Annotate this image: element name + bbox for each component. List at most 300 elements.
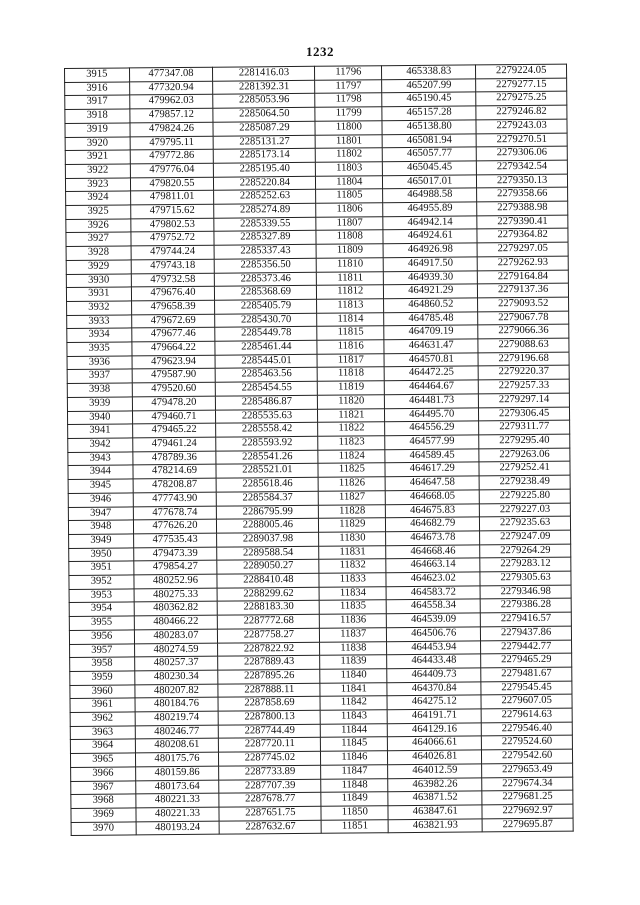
table-cell: 2279196.68	[478, 352, 569, 366]
table-cell: 480274.59	[134, 643, 218, 657]
table-cell: 479802.53	[130, 218, 214, 232]
table-cell: 2279238.49	[479, 475, 570, 489]
table-cell: 11815	[317, 326, 384, 340]
table-cell: 479962.03	[129, 95, 213, 109]
table-cell: 2285461.44	[215, 340, 317, 355]
table-cell: 2288410.48	[217, 573, 319, 588]
table-cell: 11835	[320, 600, 387, 614]
table-cell: 2279088.63	[478, 338, 569, 352]
table-cell: 464709.19	[384, 325, 478, 340]
table-cell: 2287895.26	[218, 669, 320, 684]
table-cell: 479743.18	[131, 259, 215, 273]
table-cell: 3949	[69, 534, 134, 548]
table-cell: 464539.09	[387, 613, 481, 628]
table-cell: 2285521.01	[216, 464, 318, 479]
table-cell: 2285618.46	[217, 477, 319, 492]
table-cell: 464631.47	[384, 339, 478, 354]
table-cell: 2279275.25	[476, 92, 567, 106]
table-cell: 463821.93	[388, 819, 482, 834]
table-cell: 3951	[69, 561, 134, 575]
table-cell: 2279283.12	[480, 557, 571, 571]
table-cell: 2279386.28	[480, 599, 571, 613]
table-cell: 464942.14	[383, 216, 477, 231]
table-cell: 2279350.13	[477, 174, 568, 188]
table-cell: 2279264.29	[480, 544, 571, 558]
table-cell: 479460.71	[132, 410, 216, 424]
table-cell: 11818	[318, 367, 385, 381]
table-cell: 11836	[320, 614, 387, 628]
table-cell: 464506.76	[387, 627, 481, 642]
table-cell: 464370.84	[387, 682, 481, 697]
table-cell: 3926	[66, 219, 131, 233]
table-cell: 464785.48	[384, 312, 478, 327]
table-cell: 2285356.50	[215, 258, 317, 273]
table-cell: 11816	[317, 340, 384, 354]
table-cell: 2285593.92	[216, 436, 318, 451]
table-cell: 464623.02	[386, 572, 480, 587]
table-cell: 2287707.39	[219, 779, 321, 794]
table-cell: 477678.74	[133, 506, 217, 520]
table-cell: 3920	[65, 136, 130, 150]
table-cell: 480221.33	[136, 807, 220, 821]
table-cell: 2279252.41	[479, 461, 570, 475]
table-cell: 2279305.63	[480, 571, 571, 585]
table-cell: 478789.36	[132, 451, 216, 465]
table-cell: 480252.96	[134, 574, 218, 588]
table-cell: 11798	[315, 93, 382, 107]
table-cell: 480175.76	[135, 752, 219, 766]
table-cell: 2288299.62	[217, 587, 319, 602]
table-cell: 3955	[69, 616, 134, 630]
table-cell: 2285087.29	[213, 121, 315, 136]
table-cell: 2279542.60	[482, 749, 573, 763]
table-cell: 11820	[318, 395, 385, 409]
table-cell: 2285195.40	[214, 162, 316, 177]
table-cell: 2279342.54	[477, 160, 568, 174]
table-cell: 3970	[71, 822, 136, 836]
table-cell: 3925	[66, 205, 131, 219]
table-cell: 464589.45	[385, 449, 479, 464]
table-cell: 2285339.55	[214, 217, 316, 232]
table-cell: 11819	[318, 381, 385, 395]
table-cell: 464668.46	[386, 544, 480, 559]
table-cell: 2287800.13	[219, 710, 321, 725]
table-cell: 464955.89	[383, 202, 477, 217]
table-cell: 2279607.05	[481, 694, 572, 708]
table-cell: 464191.71	[387, 709, 481, 724]
table-cell: 11822	[318, 422, 385, 436]
table-cell: 11841	[320, 682, 387, 696]
table-cell: 2279247.09	[480, 530, 571, 544]
table-cell: 2285445.01	[215, 354, 317, 369]
table-cell: 2279220.37	[478, 366, 569, 380]
table-cell: 3958	[70, 657, 135, 671]
coordinates-table-container	[64, 64, 574, 837]
table-cell: 2279297.05	[477, 242, 568, 256]
table-cell: 3968	[71, 794, 136, 808]
table-cell: 3936	[67, 356, 132, 370]
table-cell: 2279225.80	[479, 489, 570, 503]
table-cell: 11806	[316, 203, 383, 217]
table-cell: 3950	[69, 548, 134, 562]
table-cell: 479672.69	[131, 314, 215, 328]
table-cell: 2285486.87	[216, 395, 318, 410]
table-cell: 480257.37	[134, 656, 218, 670]
table-cell: 11846	[321, 751, 388, 765]
table-cell: 464026.81	[388, 750, 482, 765]
table-cell: 480159.86	[135, 766, 219, 780]
table-cell: 2287772.68	[218, 614, 320, 629]
table-cell: 480362.82	[134, 602, 218, 616]
table-cell: 2285327.89	[214, 231, 316, 246]
table-cell: 3928	[66, 246, 131, 260]
table-cell: 479677.46	[131, 328, 215, 342]
table-cell: 465338.83	[382, 65, 476, 80]
table-cell: 479820.55	[130, 177, 214, 191]
table-cell: 11843	[321, 710, 388, 724]
table-cell: 479587.90	[132, 369, 216, 383]
table-cell: 2279653.49	[482, 763, 573, 777]
table-cell: 3923	[65, 178, 130, 192]
table-cell: 11800	[315, 121, 382, 135]
table-cell: 480219.74	[135, 711, 219, 725]
table-cell: 2279481.67	[481, 667, 572, 681]
table-cell: 477320.94	[129, 81, 213, 95]
table-cell: 3959	[70, 671, 135, 685]
table-cell: 479676.40	[131, 286, 215, 300]
table-cell: 3941	[68, 424, 133, 438]
table-cell: 11839	[320, 655, 387, 669]
table-cell: 11849	[321, 792, 388, 806]
table-cell: 3918	[65, 109, 130, 123]
table-cell: 3933	[67, 315, 132, 329]
table-cell: 464472.25	[384, 366, 478, 381]
table-cell: 2285064.50	[213, 107, 315, 122]
table-cell: 3916	[65, 82, 130, 96]
table-cell: 2289050.27	[217, 560, 319, 575]
table-cell: 2287651.75	[219, 806, 321, 821]
table-cell: 11842	[320, 696, 387, 710]
table-cell: 2287889.43	[218, 656, 320, 671]
table-cell: 2279306.06	[477, 146, 568, 160]
table-cell: 2287758.27	[218, 628, 320, 643]
table-cell: 479752.72	[131, 232, 215, 246]
table-cell: 2279390.41	[477, 215, 568, 229]
table-cell: 479473.39	[133, 547, 217, 561]
table-cell: 479715.62	[130, 204, 214, 218]
table-cell: 2279246.82	[476, 105, 567, 119]
table-cell: 477743.90	[133, 492, 217, 506]
table-cell: 11821	[318, 408, 385, 422]
table-cell: 480173.64	[135, 780, 219, 794]
table-cell: 2287858.69	[218, 697, 320, 712]
table-cell: 11838	[320, 641, 387, 655]
table-cell: 2279364.82	[477, 229, 568, 243]
table-cell: 3915	[65, 68, 130, 82]
table-cell: 464409.73	[387, 668, 481, 683]
table-cell: 2285541.26	[216, 450, 318, 465]
table-cell: 11824	[318, 449, 385, 463]
table-cell: 11825	[318, 463, 385, 477]
table-cell: 11826	[318, 477, 385, 491]
table-cell: 3934	[67, 328, 132, 342]
table-cell: 3953	[69, 589, 134, 603]
table-cell: 3939	[67, 397, 132, 411]
table-cell: 2287678.77	[219, 793, 321, 808]
table-cell: 3957	[70, 643, 135, 657]
table-cell: 464668.05	[385, 490, 479, 505]
table-cell: 2279695.87	[482, 818, 573, 832]
table-cell: 479664.22	[131, 341, 215, 355]
table-cell: 3956	[69, 630, 134, 644]
table-cell: 3921	[65, 150, 130, 164]
table-cell: 3940	[67, 410, 132, 424]
table-cell: 11829	[319, 518, 386, 532]
table-cell: 2279262.93	[477, 256, 568, 270]
table-cell: 464988.58	[383, 188, 477, 203]
table-cell: 11848	[321, 778, 388, 792]
table-cell: 464577.99	[385, 435, 479, 450]
table-cell: 2286795.99	[217, 505, 319, 520]
table-cell: 2285373.46	[215, 272, 317, 287]
table-cell: 3942	[68, 438, 133, 452]
table-cell: 2285252.63	[214, 190, 316, 205]
table-cell: 2279388.98	[477, 201, 568, 215]
table-cell: 2279066.36	[478, 324, 569, 338]
table-cell: 2287632.67	[219, 820, 321, 835]
table-cell: 464495.70	[385, 407, 479, 422]
table-cell: 2287888.11	[218, 683, 320, 698]
table-cell: 480275.33	[134, 588, 218, 602]
table-cell: 464617.29	[385, 462, 479, 477]
table-cell: 479623.94	[132, 355, 216, 369]
table-cell: 2285173.14	[214, 149, 316, 164]
table-cell: 11803	[316, 162, 383, 176]
table-cell: 464673.78	[386, 531, 480, 546]
table-cell: 2279257.33	[479, 379, 570, 393]
table-cell: 2285584.37	[217, 491, 319, 506]
table-cell: 3919	[65, 123, 130, 137]
table-cell: 465045.45	[383, 161, 477, 176]
table-cell: 464066.61	[388, 736, 482, 751]
table-cell: 480246.77	[135, 725, 219, 739]
table-cell: 2285454.55	[216, 381, 318, 396]
table-cell: 11801	[315, 134, 382, 148]
table-cell: 464917.50	[383, 257, 477, 272]
table-cell: 2279614.63	[481, 708, 572, 722]
table-cell: 2285131.27	[214, 135, 316, 150]
table-cell: 478208.87	[133, 478, 217, 492]
table-cell: 3952	[69, 575, 134, 589]
table-cell: 2285463.56	[216, 368, 318, 383]
table-cell: 3969	[71, 808, 136, 822]
table-cell: 464675.83	[386, 503, 480, 518]
table-cell: 465190.45	[382, 92, 476, 107]
table-cell: 464921.29	[384, 284, 478, 299]
table-cell: 480193.24	[136, 821, 220, 835]
table-cell: 480221.33	[135, 793, 219, 807]
table-cell: 11833	[319, 573, 386, 587]
table-cell: 2279465.29	[481, 653, 572, 667]
table-cell: 2289588.54	[217, 546, 319, 561]
table-cell: 11817	[317, 353, 384, 367]
table-cell: 464464.67	[384, 380, 478, 395]
table-cell: 465207.99	[382, 79, 476, 94]
table-cell: 11844	[321, 723, 388, 737]
table-cell: 2285430.70	[215, 313, 317, 328]
table-cell: 2279681.25	[482, 790, 573, 804]
table-cell: 11847	[321, 765, 388, 779]
table-cell: 2279227.03	[480, 503, 571, 517]
table-cell: 2289037.98	[217, 532, 319, 547]
table-cell: 11828	[319, 504, 386, 518]
table-cell: 11799	[315, 107, 382, 121]
table-cell: 2279297.14	[479, 393, 570, 407]
table-cell: 3960	[70, 685, 135, 699]
table-cell: 480283.07	[134, 629, 218, 643]
table-cell: 2279442.77	[481, 640, 572, 654]
table-cell: 464924.61	[383, 229, 477, 244]
table-cell: 3943	[68, 452, 133, 466]
table-cell: 2287733.89	[219, 765, 321, 780]
table-cell: 464583.72	[386, 586, 480, 601]
table-cell: 11804	[316, 175, 383, 189]
table-cell: 11807	[316, 216, 383, 230]
table-cell: 464012.59	[388, 764, 482, 779]
page-number: 1232	[306, 44, 334, 59]
table-cell: 11837	[320, 628, 387, 642]
table-cell: 2288183.30	[218, 601, 320, 616]
table-cell: 2285405.79	[215, 299, 317, 314]
table-cell: 2279067.78	[478, 311, 569, 325]
table-cell: 464647.58	[385, 476, 479, 491]
table-cell: 479658.39	[131, 300, 215, 314]
table-cell: 3938	[67, 383, 132, 397]
table-cell: 11802	[316, 148, 383, 162]
table-cell: 463871.52	[388, 791, 482, 806]
table-cell: 2279137.36	[478, 283, 569, 297]
table-cell: 464860.52	[384, 298, 478, 313]
table-cell: 2281416.03	[213, 66, 315, 81]
table-cell: 11840	[320, 669, 387, 683]
table-cell: 2287822.92	[218, 642, 320, 657]
table-cell: 2285558.42	[216, 423, 318, 438]
table-cell: 11812	[317, 285, 384, 299]
table-cell: 2279093.52	[478, 297, 569, 311]
table-cell: 480466.22	[134, 615, 218, 629]
table-cell: 479854.27	[133, 560, 217, 574]
table-cell: 2279674.34	[482, 777, 573, 791]
table-cell: 479744.24	[131, 245, 215, 259]
table-cell: 464481.73	[385, 394, 479, 409]
table-cell: 11814	[317, 312, 384, 326]
table-cell: 479461.24	[132, 437, 216, 451]
table-cell: 477626.20	[133, 519, 217, 533]
table-cell: 11831	[319, 545, 386, 559]
table-cell: 11823	[318, 436, 385, 450]
table-cell: 11827	[319, 491, 386, 505]
coordinates-table	[64, 64, 574, 837]
table-cell: 2279164.84	[478, 270, 569, 284]
table-cell: 3945	[68, 479, 133, 493]
table-cell: 2285220.84	[214, 176, 316, 191]
table-cell: 11809	[316, 244, 383, 258]
table-cell: 3954	[69, 602, 134, 616]
table-cell: 2285535.63	[216, 409, 318, 424]
table-cell: 2279546.40	[482, 722, 573, 736]
table-cell: 11830	[319, 532, 386, 546]
table-cell: 2287720.11	[219, 738, 321, 753]
table-cell: 479857.12	[129, 108, 213, 122]
table-cell: 3931	[66, 287, 131, 301]
table-cell: 11832	[319, 559, 386, 573]
table-cell: 2279270.51	[476, 133, 567, 147]
table-cell: 477347.08	[129, 67, 213, 81]
table-cell: 3924	[66, 191, 131, 205]
table-cell: 3922	[65, 164, 130, 178]
table-cell: 11796	[315, 66, 382, 80]
table-cell: 464453.94	[387, 640, 481, 655]
table-cell: 2279346.98	[480, 585, 571, 599]
table-cell: 3935	[67, 342, 132, 356]
table-cell: 3966	[71, 767, 136, 781]
table-cell: 479465.22	[132, 423, 216, 437]
table-cell: 11813	[317, 299, 384, 313]
table-cell: 2279306.45	[479, 407, 570, 421]
table-cell: 464275.12	[387, 695, 481, 710]
table-cell: 2279243.03	[476, 119, 567, 133]
table-cell: 465138.80	[382, 120, 476, 135]
table-cell: 11845	[321, 737, 388, 751]
table-cell: 3929	[66, 260, 131, 274]
table-cell: 2279437.86	[481, 626, 572, 640]
table-cell: 480207.82	[134, 684, 218, 698]
table-cell: 11808	[316, 230, 383, 244]
table-cell: 2279524.60	[482, 736, 573, 750]
table-cell: 3927	[66, 232, 131, 246]
table-cell: 464682.79	[386, 517, 480, 532]
table-cell: 3917	[65, 95, 130, 109]
table-cell: 11797	[315, 79, 382, 93]
table-cell: 11805	[316, 189, 383, 203]
table-cell: 479478.20	[132, 396, 216, 410]
table-cell: 3932	[67, 301, 132, 315]
table-cell: 11851	[321, 819, 388, 833]
table-cell: 3964	[70, 739, 135, 753]
table-cell: 3963	[70, 726, 135, 740]
table-cell: 477535.43	[133, 533, 217, 547]
table-cell: 2279358.66	[477, 187, 568, 201]
table-cell: 479795.11	[130, 136, 214, 150]
table-cell: 11810	[317, 258, 384, 272]
table-cell: 479732.58	[131, 273, 215, 287]
table-cell: 479824.26	[130, 122, 214, 136]
table-cell: 465057.77	[382, 147, 476, 162]
table-cell: 3967	[71, 780, 136, 794]
table-cell: 2279311.77	[479, 420, 570, 434]
table-cell: 464556.29	[385, 421, 479, 436]
table-cell: 2285274.89	[214, 203, 316, 218]
table-cell: 464926.98	[383, 243, 477, 258]
table-cell: 3962	[70, 712, 135, 726]
table-cell: 3947	[68, 506, 133, 520]
table-cell: 2279416.57	[481, 612, 572, 626]
table-cell: 2279545.45	[481, 681, 572, 695]
table-cell: 479776.04	[130, 163, 214, 177]
table-cell: 480184.76	[135, 698, 219, 712]
coordinates-table-body	[65, 64, 574, 836]
table-cell: 463982.26	[388, 777, 482, 792]
